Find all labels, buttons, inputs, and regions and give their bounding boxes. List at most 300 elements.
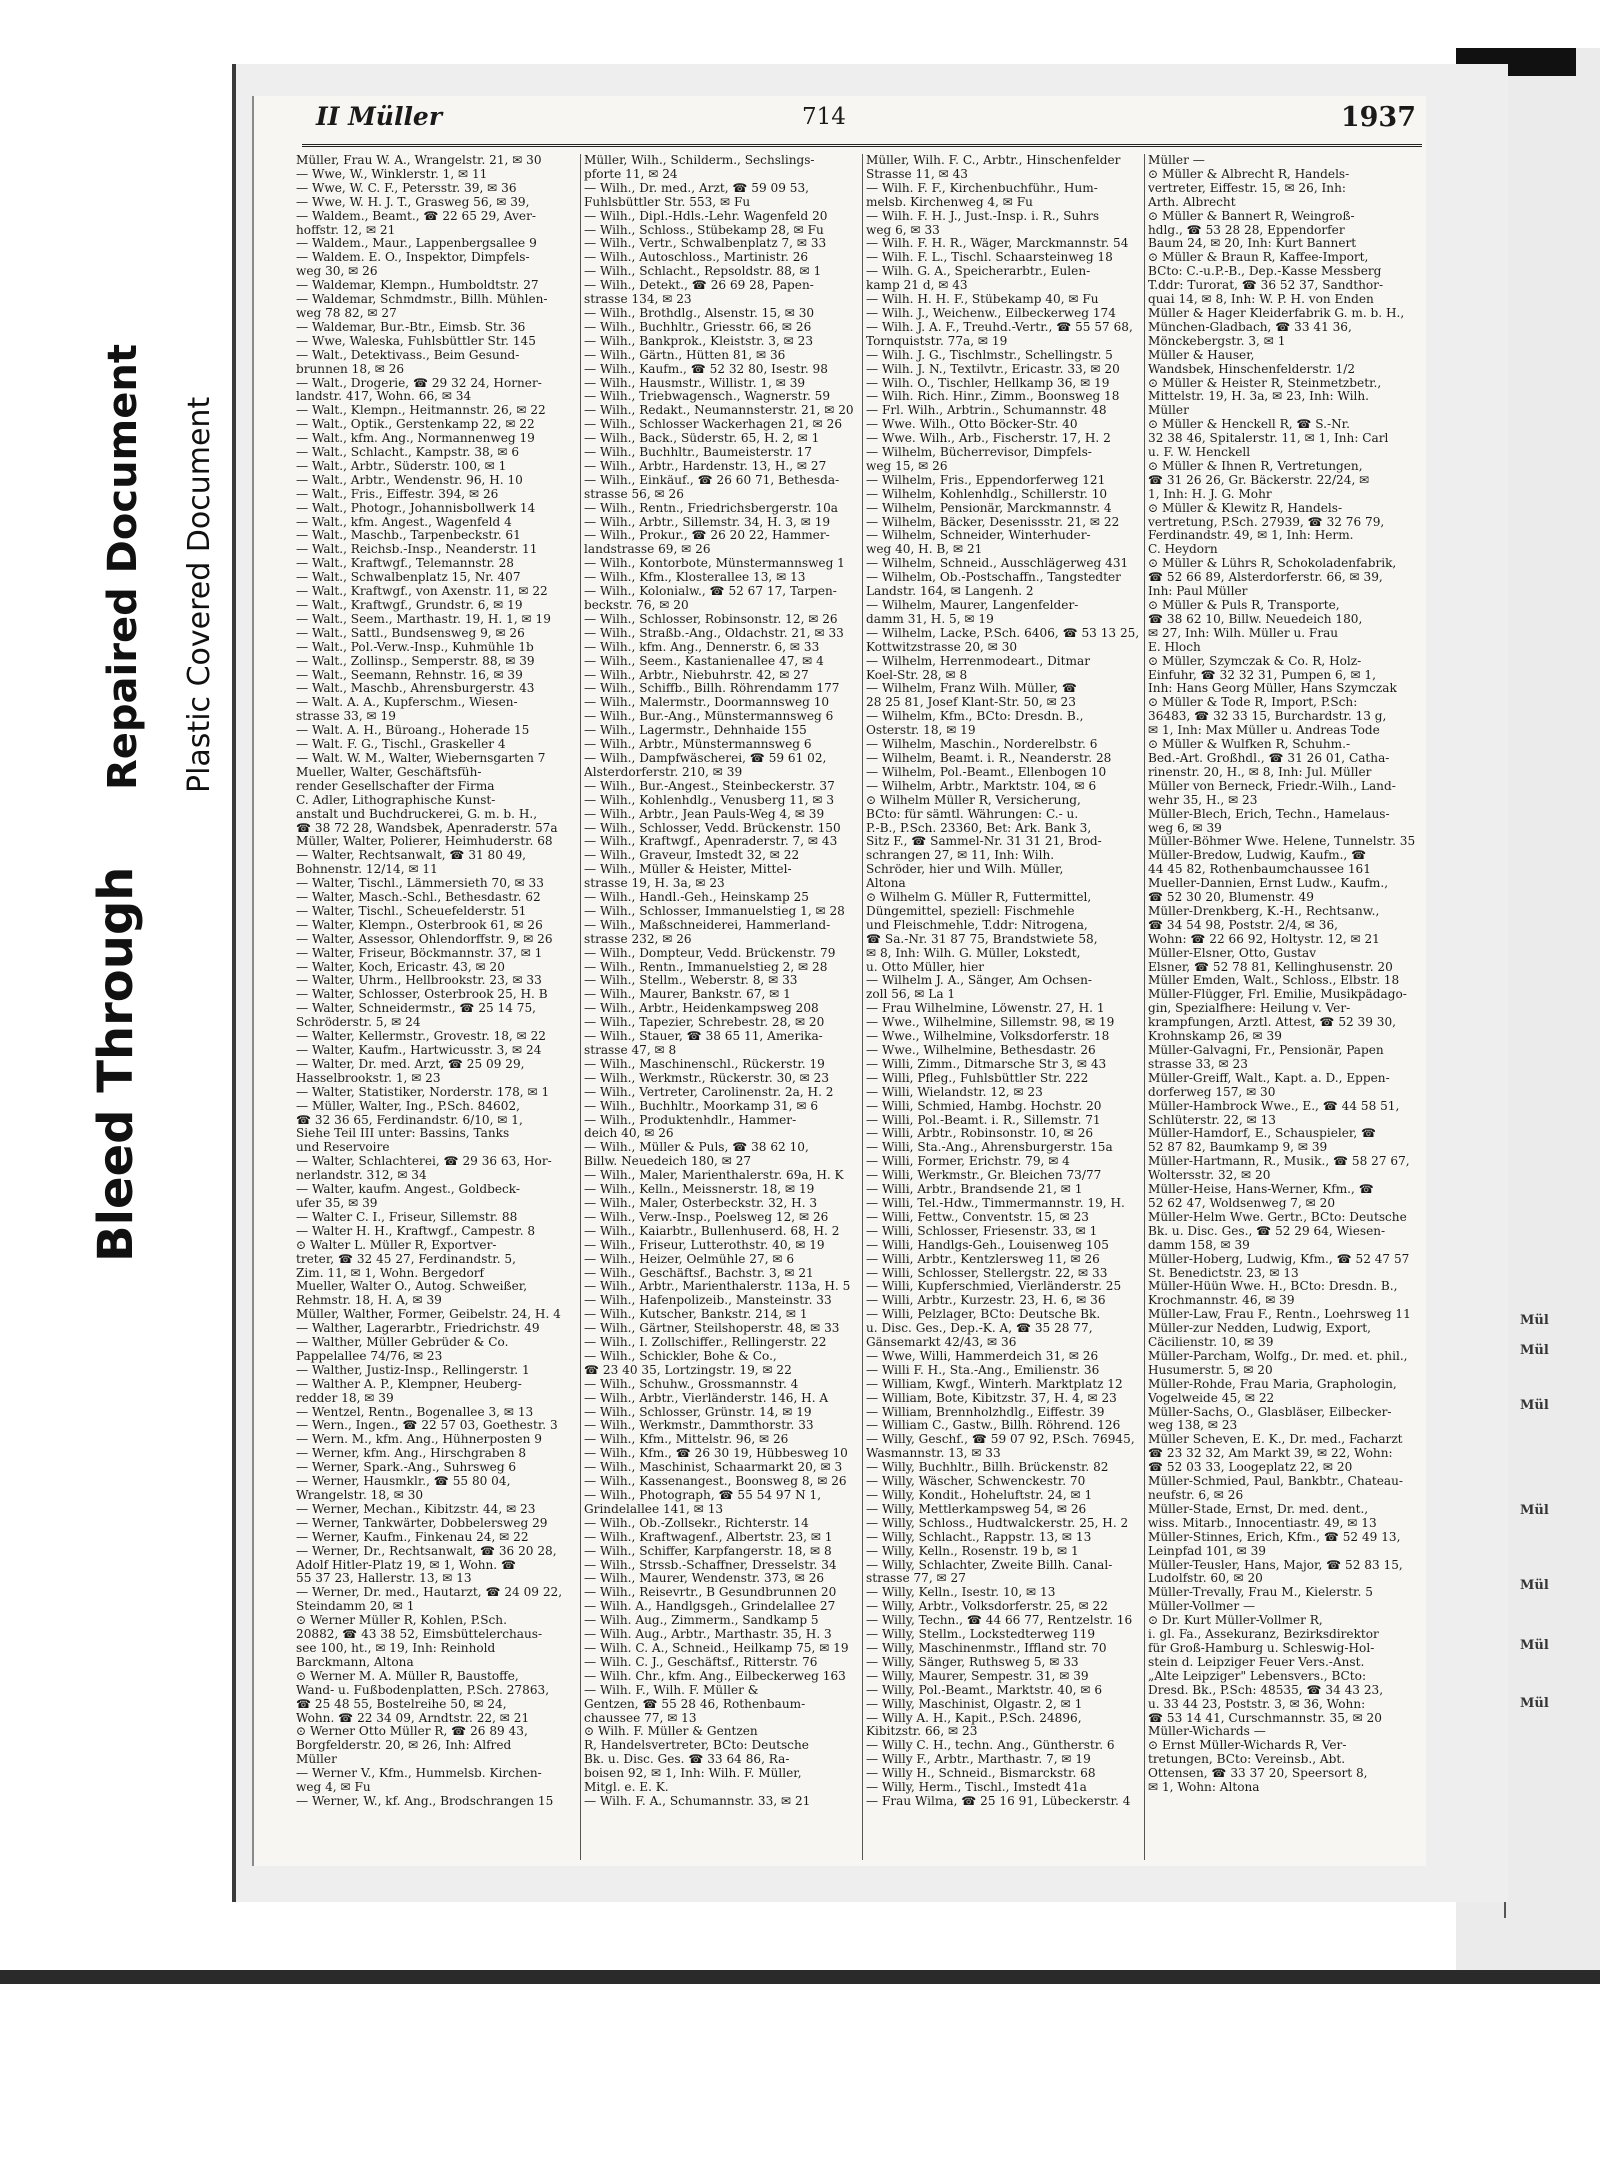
directory-entry-line: Müller-Galvagni, Fr., Pensionär, Papen [1148,1044,1384,1057]
directory-entry-line: BCto: C.-u.P.-B., Dep.-Kasse Messberg [1148,265,1382,279]
directory-entry-line: — Willy H., Schneid., Bismarckstr. 68 [866,1767,1096,1781]
directory-entry-line: — Wilhelm, Kohlenhdlg., Schillerstr. 10 [866,487,1108,501]
directory-entry-line: — Walt., kfm. Ang., Normannenweg 19 [296,432,535,446]
directory-entry-line: — Wilh., Schiffer, Karpfangerstr. 18, ✉ 8 [584,1544,832,1558]
directory-entry-line: — Willy, Schloss., Hudtwalckerstr. 25, H. 2 [866,1516,1129,1530]
directory-entry-line: — Wilh., Stellm., Weberstr. 8, ✉ 33 [584,974,798,988]
directory-entry-line: ✉ 1, Wohn: Altona [1148,1781,1260,1795]
directory-entry-line: — Wilh., Schlosser, Vedd. Brückenstr. 150 [584,821,841,835]
directory-entry-line: Düngemittel, speziell: Fischmehle [866,904,1075,918]
directory-entry-line: — Wilh., Vertreter, Carolinenstr. 2a, H. 2 [584,1085,834,1099]
directory-entry-line: redder 18, ✉ 39 [296,1391,394,1405]
directory-entry-line: — Wilh., Schlosser, Robinsonstr. 12, ✉ 26 [584,612,838,626]
directory-page [252,96,1426,1866]
directory-entry-line: Adolf Hitler-Platz 19, ✉ 1, Wohn. ☎ [296,1558,517,1572]
directory-entry-line: ☎ 25 48 55, Bostelreihe 50, ✉ 24, [296,1697,507,1711]
directory-entry-line: ⊙ Müller & Heister R, Steinmetzbetr., [1148,376,1382,390]
directory-entry-line: — Wilh. F. H. J., Just.-Insp. i. R., Suhrs [866,209,1100,223]
directory-entry-line: weg 40, H. B, ✉ 21 [866,543,983,557]
directory-entry-line: Fuhlsbüttler Str. 553, ✉ Fu [584,195,751,209]
directory-entry-line: — Wilh. F. F., Kirchenbuchführ., Hum- [866,181,1098,195]
directory-entry-line: neufstr. 6, ✉ 26 [1148,1489,1244,1502]
directory-entry-line: 32 38 46, Spitalerstr. 11, ✉ 1, Inh: Carl [1148,432,1389,446]
directory-entry-line: — Walt., Fris., Eiffestr. 394, ✉ 26 [296,487,499,501]
directory-entry-line: — Walt., Maschb., Tarpenbeckstr. 61 [296,529,521,543]
directory-entry-line: — Wilh. C. J., Geschäftsf., Ritterstr. 76 [584,1655,818,1669]
directory-entry-line: — Wilh., Schlosser, Immanuelstieg 1, ✉ 28 [584,904,845,918]
directory-entry-line: ⊙ Müller & Wulfken R, Schuhm.- [1148,738,1351,752]
directory-entry-line: Osterstr. 18, ✉ 19 [866,724,976,738]
directory-entry-line: — Wilh., Werkmstr., Dammthorstr. 33 [584,1419,814,1433]
directory-entry-line: — Wilh. Chr., kfm. Ang., Eilbeckerweg 163 [584,1669,846,1683]
directory-entry-line: Müller-Heise, Hans-Werner, Kfm., ☎ [1148,1183,1374,1197]
side-label-repaired-document: Repaired Document [100,344,146,790]
directory-entry-line: pforte 11, ✉ 24 [584,167,678,181]
directory-entry-line: Müller-Stinnes, Erich, Kfm., ☎ 52 49 13, [1148,1530,1401,1544]
directory-entry-line: — Walt. A. A., Kupferschm., Wiesen- [296,696,518,710]
directory-entry-line: — Wilh., Lagermstr., Dehnhaide 155 [584,724,807,738]
directory-entry-line: — Wilh., Arbtr., Hardenstr. 13, H., ✉ 27 [584,459,827,473]
directory-entry-line: — Willy C. H., techn. Ang., Güntherstr. 6 [866,1739,1115,1753]
directory-column-2 [584,154,866,1860]
directory-entry-line: — Walter, Schlachterei, ☎ 29 36 63, Hor- [296,1155,552,1169]
directory-entry-line: — Wilh., Kontorbote, Münstermannsweg 1 [584,557,845,571]
directory-entry-line: Steindamm 20, ✉ 1 [296,1600,415,1614]
directory-entry-line: ⊙ Dr. Kurt Müller-Vollmer R, [1148,1614,1323,1628]
directory-entry-line: — Walt., Klempn., Heitmannstr. 26, ✉ 22 [296,404,546,418]
directory-entry-line: — Wilh. Aug., Arbtr., Marthastr. 35, H. 3 [584,1628,832,1642]
directory-entry-line: ⊙ Müller & Henckell R, ☎ S.-Nr. [1148,418,1350,432]
directory-entry-line: — Walt., Kraftwgf., Grundstr. 6, ✉ 19 [296,599,523,612]
directory-entry-line: ufer 35, ✉ 39 [296,1196,378,1210]
directory-entry-line: — Wilh., Heizer, Oelmühle 27, ✉ 6 [584,1252,795,1266]
directory-entry-line: — Wwe, Willi, Hammerdeich 31, ✉ 26 [866,1349,1099,1363]
directory-entry-line: Müller, Walter, Polierer, Heimhuderstr. 68 [296,835,553,849]
header-section-name: II Müller [316,102,443,131]
directory-entry-line: Strasse 11, ✉ 43 [866,167,968,181]
directory-entry-line: — Wilh., Verw.-Insp., Poelsweg 12, ✉ 26 [584,1210,829,1224]
directory-entry-line: — Wilh., Gärtn., Hütten 81, ✉ 36 [584,348,786,362]
directory-entry-line: wiss. Mitarb., Innocentiastr. 49, ✉ 13 [1148,1516,1377,1530]
directory-entry-line: — Werner, Dr. med., Hautarzt, ☎ 24 09 22, [296,1586,563,1600]
directory-entry-line: Mueller-Dannien, Ernst Ludw., Kaufm., [1148,877,1389,891]
directory-entry-line: Krochmannstr. 46, ✉ 39 [1148,1294,1295,1308]
directory-entry-line: strasse 33, ✉ 23 [1148,1057,1248,1071]
directory-entry-line: — Walter, Masch.-Schl., Bethesdastr. 62 [296,891,541,905]
directory-entry-line: — Wilh., Buchhltr., Baumeisterstr. 17 [584,446,812,460]
directory-entry-line: ☎ 23 32 32, Am Markt 39, ✉ 22, Wohn: [1148,1447,1393,1461]
directory-entry-line: — Wilh., Prokur., ☎ 26 20 22, Hammer- [584,529,830,543]
directory-entry-line: — Willy F., Arbtr., Marthastr. 7, ✉ 19 [866,1753,1091,1767]
directory-entry-line: — William, Kwgf., Winterh. Marktplatz 12 [866,1377,1123,1391]
directory-entry-line: Müller-Teusler, Hans, Major, ☎ 52 83 15, [1148,1558,1403,1572]
directory-entry-line: — Wilh., Produktenhdlr., Hammer- [584,1113,797,1127]
directory-entry-line: ⊙ Müller & Lührs R, Schokoladenfabrik, [1148,557,1397,571]
directory-entry-line: — Wilh. F. H. R., Wäger, Marckmannstr. 54 [866,237,1129,251]
directory-entry-line: — Willy, Stellm., Lockstedterweg 119 [866,1628,1096,1642]
directory-entry-line: — Werner, Spark.-Ang., Suhrsweg 6 [296,1461,517,1475]
directory-entry-line: — Wilhelm, Kfm., BCto: Dresdn. B., [866,710,1084,724]
directory-entry-line: — Willy, Maschinenmstr., Iffland str. 70 [866,1641,1107,1655]
directory-entry-line: Kibitzstr. 66, ✉ 23 [866,1725,978,1739]
directory-entry-line: — Willy, Kelln., Isestr. 10, ✉ 13 [866,1586,1056,1600]
directory-entry-line: Ferdinandstr. 49, ✉ 1, Inh: Herm. [1148,529,1354,543]
directory-entry-line: — Walter, Friseur, Böckmannstr. 37, ✉ 1 [296,946,543,960]
directory-entry-line: — Walt., Schwalbenplatz 15, Nr. 407 [296,571,521,585]
directory-entry-line: für Groß-Hamburg u. Schleswig-Hol- [1148,1641,1375,1655]
directory-entry-line: — Wilh., Redakt., Neumannsterstr. 21, ✉ 20 [584,404,854,418]
directory-entry-line: — Willi, Arbtr., Kentzlersweg 11, ✉ 26 [866,1252,1100,1266]
directory-entry-line: — Willy A. H., Kapit., P.Sch. 24896, [866,1711,1082,1725]
directory-entry-line: — Wilh. J. N., Textilvtr., Ericastr. 33, ✉ 20 [866,362,1120,376]
directory-entry-line: weg 15, ✉ 26 [866,459,948,473]
directory-entry-line: ✉ 1, Inh: Max Müller u. Andreas Tode [1148,724,1380,738]
directory-entry-line: 36483, ☎ 32 33 15, Burchardstr. 13 g, [1148,710,1387,724]
directory-entry-line: Bk. u. Disc. Ges. ☎ 33 64 86, Ra- [584,1753,790,1767]
directory-entry-line: weg 30, ✉ 26 [296,265,378,279]
directory-entry-line: Siehe Teil III unter: Bassins, Tanks [296,1127,510,1141]
directory-entry-line: — Wilh., Kraftwagenf., Albertstr. 23, ✉ 1 [584,1530,833,1544]
directory-entry-line: ☎ 52 03 33, Loogeplatz 22, ✉ 20 [1148,1461,1353,1475]
directory-entry-line: dorferweg 157, ✉ 30 [1148,1085,1276,1099]
adjacent-page-fragment: Mül [1520,1696,1549,1711]
directory-entry-line: — Willy, Maschinist, Olgastr. 2, ✉ 1 [866,1697,1083,1711]
directory-entry-line: — Wilh., Handl.-Geh., Heinskamp 25 [584,891,809,905]
directory-entry-line: — Wilh., Arbtr., Vierländerstr. 146, H. A [584,1391,829,1405]
directory-entry-line: — Walter, Schneidermstr., ☎ 25 14 75, [296,1002,537,1016]
directory-entry-line: Altona [866,877,906,891]
directory-entry-line: — Willy, Sänger, Ruthsweg 5, ✉ 33 [866,1655,1079,1669]
directory-entry-line: — Willy, Pol.-Beamt., Marktstr. 40, ✉ 6 [866,1683,1103,1697]
directory-entry-line: — Wilh., Maler, Osterbeckstr. 32, H. 3 [584,1196,818,1210]
directory-entry-line: Müller-Böhmer Wwe. Helene, Tunnelstr. 35 [1148,835,1416,849]
directory-entry-line: C. Heydorn [1148,543,1218,557]
directory-entry-line: Barckmann, Altona [296,1655,414,1669]
directory-entry-line: — Willi, Zimm., Ditmarsche Str 3, ✉ 43 [866,1057,1107,1071]
directory-entry-line: Müller-zur Nedden, Ludwig, Export, [1148,1322,1371,1336]
directory-entry-line: — Wilh., Hafenpolizeib., Mansteinstr. 33 [584,1294,832,1308]
directory-entry-line: — Walt., Seem., Marthastr. 19, H. 1, ✉ 19 [296,612,551,626]
directory-entry-line: Müller-Parcham, Wolfg., Dr. med. et. phil., [1148,1349,1408,1363]
directory-entry-line: weg 6, ✉ 39 [1148,821,1222,835]
directory-entry-line: strasse 47, ✉ 8 [584,1044,677,1057]
directory-entry-line: Tornquiststr. 77a, ✉ 19 [866,334,1008,348]
directory-entry-line: Inh: Paul Müller [1148,585,1248,599]
directory-entry-line: — Wwe, Waleska, Fuhlsbüttler Str. 145 [296,334,536,348]
column-divider [580,154,581,1860]
directory-entry-line: Müller-Flügger, Frl. Emilie, Musikpädago- [1148,988,1407,1002]
directory-entry-line: — Wilh., Müller & Heister, Mittel- [584,863,792,877]
directory-entry-line: — Frau Wilma, ☎ 25 16 91, Lübeckerstr. 4 [866,1794,1131,1808]
directory-entry-line: — Walter H. H., Kraftwgf., Campestr. 8 [296,1224,536,1238]
directory-entry-line: strasse 56, ✉ 26 [584,487,684,501]
directory-entry-line: — Willi, Arbtr., Robinsonstr. 10, ✉ 26 [866,1127,1094,1141]
directory-entry-line: Leinpfad 101, ✉ 39 [1148,1544,1266,1558]
directory-entry-line: landstr. 417, Wohn. 66, ✉ 34 [296,390,472,404]
directory-entry-line: Müller-Vollmer — [1148,1600,1256,1614]
directory-entry-line: — Wilh., Schlacht., Repsoldstr. 88, ✉ 1 [584,265,822,279]
directory-entry-line: Woltersstr. 32, ✉ 20 [1148,1169,1271,1183]
directory-entry-line: 20882, ☎ 43 38 52, Eimsbüttelerchaus- [296,1628,543,1642]
directory-entry-line: — Walter, Assessor, Ohlendorffstr. 9, ✉ 26 [296,932,553,946]
directory-entry-line: — Wilhelm, Fris., Eppendorferweg 121 [866,473,1106,487]
directory-entry-line: ☎ 38 72 28, Wandsbek, Apenraderstr. 57a [296,821,558,835]
directory-entry-line: — Wilh., Kohlenhdlg., Venusberg 11, ✉ 3 [584,793,835,807]
directory-entry-line: — Willi, Fettw., Conventstr. 15, ✉ 23 [866,1210,1089,1224]
directory-entry-line: — Wilh., Tapezier, Schrebestr. 28, ✉ 20 [584,1016,825,1030]
directory-entry-line: Müller-Sachs, O., Glasbläser, Eilbecker- [1148,1405,1392,1419]
directory-entry-line: — Wilh., Schiffb., Billh. Röhrendamm 177 [584,682,840,696]
directory-entry-line: — Wilh., Kfm., ☎ 26 30 19, Hübbesweg 10 [584,1447,848,1461]
directory-entry-line: Wrangelstr. 18, ✉ 30 [296,1489,424,1502]
directory-entry-line: „Alte Leipziger" Lebensvers., BCto: [1148,1669,1367,1683]
directory-entry-line: strasse 33, ✉ 19 [296,710,396,724]
directory-entry-line: — Willi, Tel.-Hdw., Timmermannstr. 19, H. [866,1196,1125,1210]
directory-entry-line: ⊙ Ernst Müller-Wichards R, Ver- [1148,1739,1347,1753]
directory-entry-line: Müller [1148,404,1189,418]
directory-entry-line: strasse 232, ✉ 26 [584,932,692,946]
directory-entry-line: — Wilh., Graveur, Imstedt 32, ✉ 22 [584,849,800,863]
directory-entry-line: ⊙ Walter L. Müller R, Exportver- [296,1238,497,1252]
directory-entry-line: beckstr. 76, ✉ 20 [584,599,689,612]
directory-entry-line: ☎ 32 36 65, Ferdinandstr. 6/10, ✉ 1, [296,1113,523,1127]
directory-entry-line: — Wilh., Kolonialw., ☎ 52 67 17, Tarpen- [584,585,837,599]
directory-entry-line: ⊙ Wilhelm Müller R, Versicherung, [866,793,1081,807]
directory-entry-line: Müller-Helm Wwe. Gertr., BCto: Deutsche [1148,1210,1407,1224]
directory-entry-line: — Wilh., Malermstr., Doormannsweg 10 [584,696,830,710]
directory-entry-line: — Walt., Maschb., Ahrensburgerstr. 43 [296,682,535,696]
directory-entry-line: — Werner, Hausmklr., ☎ 55 80 04, [296,1475,511,1489]
directory-entry-line: damm 31, H. 5, ✉ 19 [866,612,994,626]
directory-entry-line: ⊙ Werner Müller R, Kohlen, P.Sch. [296,1614,507,1628]
directory-entry-line: Zim. 11, ✉ 1, Wohn. Bergedorf [296,1266,485,1280]
directory-entry-line: Mueller, Walter, Geschäftsfüh- [296,765,482,779]
directory-entry-line: Müller-Elsner, Otto, Gustav [1148,946,1317,960]
directory-entry-line: Billw. Neuedeich 180, ✉ 27 [584,1155,752,1169]
column-divider [862,154,863,1860]
directory-entry-line: ⊙ Müller & Braun R, Kaffee-Import, [1148,251,1369,265]
directory-entry-line: — Willi, Sta.-Ang., Ahrensburgerstr. 15a [866,1141,1113,1155]
adjacent-page-fragment: Mül [1520,1343,1549,1358]
directory-entry-line: — Müller, Walter, Ing., P.Sch. 84602, [296,1099,520,1113]
directory-entry-line: — Wilh., Geschäftsf., Bachstr. 3, ✉ 21 [584,1266,814,1280]
directory-entry-line: — Werner, Kaufm., Finkenau 24, ✉ 22 [296,1530,529,1544]
directory-entry-line: — Werner V., Kfm., Hummelsb. Kirchen- [296,1767,542,1781]
directory-entry-line: hoffstr. 12, ✉ 21 [296,223,396,237]
directory-entry-line: Müller, Frau W. A., Wrangelstr. 21, ✉ 30 [296,154,542,167]
directory-entry-line: Krohnskamp 26, ✉ 39 [1148,1030,1282,1044]
directory-entry-line: rinenstr. 20, H., ✉ 8, Inh: Jul. Müller [1148,765,1372,779]
directory-entry-line: — Wilh., Dipl.-Hdls.-Lehr. Wagenfeld 20 [584,209,828,223]
directory-entry-line: — William, Bote, Kibitzstr. 37, H. 4, ✉ 23 [866,1391,1117,1405]
directory-entry-line: — Wilhelm, Herrenmodeart., Ditmar [866,654,1090,668]
directory-entry-line: kamp 21 d, ✉ 43 [866,279,968,293]
directory-entry-line: — Walt., Zollinsp., Semperstr. 88, ✉ 39 [296,654,535,668]
directory-entry-line: — Wilh., Detekt., ☎ 26 69 28, Papen- [584,279,814,293]
header-year: 1937 [1340,102,1416,133]
directory-entry-line: strasse 19, H. 3a, ✉ 23 [584,877,725,891]
side-label-bleed-through: Bleed Through [88,866,144,1262]
directory-entry-line: P.-B., P.Sch. 23360, Bet: Ark. Bank 3, [866,821,1092,835]
directory-entry-line: brunnen 18, ✉ 26 [296,362,405,376]
directory-entry-line: — Wwe, W. C. F., Petersstr. 39, ✉ 36 [296,181,517,195]
directory-entry-line: — Willy, Buchhltr., Billh. Brückenstr. 82 [866,1461,1109,1475]
directory-entry-line: — Wilh., Maschinist, Schaarmarkt 20, ✉ 3 [584,1461,843,1475]
directory-entry-line: — Wilhelm, Lacke, P.Sch. 6406, ☎ 53 13 25, [866,626,1140,640]
directory-entry-line: — Walter, kaufm. Angest., Goldbeck- [296,1183,520,1197]
directory-entry-line: — Willi, Schlosser, Stellergstr. 22, ✉ 33 [866,1266,1108,1280]
directory-entry-line: — Wilh., Reisevrtr., B Gesundbrunnen 20 [584,1586,837,1600]
directory-entry-line: Schröderstr. 5, ✉ 24 [296,1016,421,1030]
directory-entry-line: nerlandstr. 312, ✉ 34 [296,1169,427,1183]
directory-entry-line: — Walther, Müller Gebrüder & Co. [296,1336,509,1350]
directory-entry-line: Wohn. ☎ 22 34 09, Arndtstr. 22, ✉ 21 [296,1711,530,1725]
directory-entry-line: — Wilh., Schuhw., Grossmannstr. 4 [584,1377,799,1391]
directory-entry-line: — Walt. W. M., Walter, Wiebernsgarten 7 [296,751,546,765]
directory-entry-line: treter, ☎ 32 45 27, Ferdinandstr. 5, [296,1252,516,1266]
directory-entry-line: — Wilh., Kaufm., ☎ 52 32 80, Isestr. 98 [584,362,828,376]
directory-entry-line: — Walt., Kraftwgf., von Axenstr. 11, ✉ 22 [296,585,548,599]
directory-entry-line: u. Disc. Ges., Dep.-K. A, ☎ 35 28 77, [866,1322,1093,1336]
directory-entry-line: tretungen, BCto: Vereinsb., Abt. [1148,1753,1346,1767]
directory-entry-line: — Waldem. E. O., Inspektor, Dimpfels- [296,251,530,265]
directory-entry-line: — Wilh., Seem., Kastanienallee 47, ✉ 4 [584,654,824,668]
directory-entry-line: Müller & Hauser, [1148,348,1255,362]
directory-entry-line: — Waldem., Beamt., ☎ 22 65 29, Aver- [296,209,536,223]
directory-entry-line: — Wilh. F., Wilh. F. Müller & [584,1683,759,1697]
directory-entry-line: — Walt., kfm. Angest., Wagenfeld 4 [296,515,512,529]
directory-entry-line: Mueller, Walter O., Autog. Schweißer, [296,1280,528,1294]
directory-entry-line: — Wilh., Rentn., Friedrichsbergerstr. 10a [584,501,838,515]
directory-entry-line: — Walther A. P., Klempner, Heuberg- [296,1377,522,1391]
directory-entry-line: — Wilh. F. L., Tischl. Schaarsteinweg 18 [866,251,1113,265]
directory-entry-line: — Wilh. C. A., Schneid., Heilkamp 75, ✉ 19 [584,1641,849,1655]
directory-entry-line: ⊙ Müller & Ihnen R, Vertretungen, [1148,459,1363,473]
directory-entry-line: — Wilh., I. Zollschiffer., Rellingerstr. 22 [584,1336,827,1350]
directory-entry-line: Müller-Blech, Erich, Techn., Hamelaus- [1148,807,1390,821]
directory-entry-line: C. Adler, Lithographische Kunst- [296,793,496,807]
directory-entry-line: strasse 134, ✉ 23 [584,293,692,307]
directory-entry-line: — Wwe, W., Winklerstr. 1, ✉ 11 [296,167,488,181]
directory-entry-line: Hasselbrookstr. 1, ✉ 23 [296,1071,441,1085]
directory-entry-line: — Wilh., Arbtr., Sillemstr. 34, H. 3, ✉ 19 [584,515,831,529]
directory-entry-line: ⊙ Müller & Albrecht R, Handels- [1148,167,1350,181]
directory-entry-line: vertreter, Eiffestr. 15, ✉ 26, Inh: [1148,181,1346,195]
directory-entry-line: Müller-Schmied, Paul, Bankbtr., Chateau- [1148,1475,1404,1489]
directory-entry-line: — Walter, Rechtsanwalt, ☎ 31 80 49, [296,849,527,863]
directory-entry-line: — Wilh. G. A., Speicherarbtr., Eulen- [866,265,1091,279]
directory-entry-line: melsb. Kirchenweg 4, ✉ Fu [866,195,1033,209]
directory-entry-line: — Werner, Dr., Rechtsanwalt, ☎ 36 20 28, [296,1544,557,1558]
directory-entry-line: Wand- u. Fußbodenplatten, P.Sch. 27863, [296,1683,550,1697]
directory-entry-line: 55 37 23, Hallerstr. 13, ✉ 13 [296,1572,472,1586]
directory-entry-line: krampfungen, Ärztl. Attest, ☎ 52 39 30, [1148,1016,1397,1030]
directory-entry-line: — Wwe, W. H. J. T., Grasweg 56, ✉ 39, [296,195,530,209]
directory-entry-line: — Walter, Kellermstr., Grovestr. 18, ✉ 22 [296,1030,546,1044]
directory-entry-line: — Wilh. Aug., Zimmerm., Sandkamp 5 [584,1614,819,1628]
directory-entry-line: — Wilh. O., Tischler, Hellkamp 36, ✉ 19 [866,376,1110,390]
directory-entry-line: i. gl. Fa., Assekuranz, Bezirksdirektor [1148,1628,1379,1642]
directory-entry-line: — Wilh., Arbtr., Heidenkampsweg 208 [584,1002,819,1016]
directory-entry-line: Kottwitzstrasse 20, ✉ 30 [866,640,1018,654]
directory-entry-line: Schröder, hier und Wilh. Müller, [866,863,1064,877]
directory-entry-line: — Wern. M., kfm. Ang., Hühnerposten 9 [296,1433,542,1447]
directory-entry-line: ⊙ Müller & Puls R, Transporte, [1148,599,1340,612]
directory-entry-line: — Willi, Arbtr., Kurzestr. 23, H. 6, ✉ 36 [866,1294,1106,1308]
directory-entry-line: ✉ 27, Inh: Wilh. Müller u. Frau [1148,626,1339,640]
directory-entry-line: — Waldemar, Klempn., Humboldtstr. 27 [296,279,539,293]
directory-entry-line: — Wilh., Strssb.-Schaffner, Dresselstr. 34 [584,1558,837,1572]
directory-entry-line: Alsterdorferstr. 210, ✉ 39 [584,765,743,779]
directory-entry-line: Rehmstr. 18, H. A, ✉ 39 [296,1294,442,1308]
directory-entry-line: ✉ 8, Inh: Wilh. G. Müller, Lokstedt, [866,946,1081,960]
directory-entry-line: Müller Scheven, E. K., Dr. med., Facharzt [1148,1433,1403,1447]
directory-entry-line: Müller-Rohde, Frau Maria, Graphologin, [1148,1377,1397,1391]
directory-entry-line: — Wilh., Straßb.-Ang., Oldachstr. 21, ✉ 33 [584,626,844,640]
directory-entry-line: — Wilhelm, Bücherrevisor, Dimpfels- [866,446,1092,460]
directory-entry-line: Husumerstr. 5, ✉ 20 [1148,1363,1273,1377]
directory-entry-line: Ludolfstr. 60, ✉ 20 [1148,1572,1263,1586]
directory-entry-line: Gentzen, ☎ 55 28 46, Rothenbaum- [584,1697,806,1711]
directory-entry-line: — Wilhelm, Pensionär, Marckmannstr. 4 [866,501,1112,515]
directory-entry-line: — Willy, Maurer, Sempestr. 31, ✉ 39 [866,1669,1089,1683]
directory-entry-line: zoll 56, ✉ La 1 [866,988,956,1002]
directory-entry-line: und Reservoire [296,1141,390,1155]
directory-entry-line: Bed.-Art. Großhdl., ☎ 31 26 01, Catha- [1148,751,1390,765]
directory-entry-line: und Fleischmehle, T.ddr: Nitrogena, [866,918,1088,932]
directory-entry-line: — Wentzel, Rentn., Bogenallee 3, ✉ 13 [296,1405,534,1419]
directory-entry-line: — Werner, Mechan., Kibitzstr. 44, ✉ 23 [296,1502,536,1516]
directory-entry-line: — Walther, Lagerarbtr., Friedrichstr. 49 [296,1322,540,1336]
directory-entry-line: 1, Inh: H. J. G. Mohr [1148,487,1272,501]
directory-column-3 [866,154,1148,1860]
directory-entry-line: — Willi, Handlgs-Geh., Louisenweg 105 [866,1238,1109,1252]
directory-entry-line: Koel-Str. 28, ✉ 8 [866,668,968,682]
scan-top-margin [0,0,1600,48]
directory-entry-line: — Walt., Pol.-Verw.-Insp., Kuhmühle 1b [296,640,534,654]
directory-entry-line: — Wilh., Dr. med., Arzt, ☎ 59 09 53, [584,181,809,195]
directory-entry-line: ☎ 38 62 10, Billw. Neuedeich 180, [1148,612,1363,626]
directory-entry-line: Landstr. 164, ✉ Langenh. 2 [866,585,1034,599]
directory-entry-line: — Wilh., kfm. Ang., Dennerstr. 6, ✉ 33 [584,640,820,654]
directory-entry-line: — Walt., Kraftwgf., Telemannstr. 28 [296,557,514,571]
directory-entry-line: 52 62 47, Woldsenweg 7, ✉ 20 [1148,1196,1336,1210]
directory-entry-line: — Wilh. H. H. F., Stübekamp 40, ✉ Fu [866,293,1099,307]
directory-entry-line: Müller-Stade, Ernst, Dr. med. dent., [1148,1502,1369,1516]
directory-entry-line: — Wilh. J. A. F., Treuhd.-Vertr., ☎ 55 57 68, [866,320,1133,334]
directory-entry-line: Müller-Hambrock Wwe., E., ☎ 44 58 51, [1148,1099,1400,1113]
column-divider [1144,154,1145,1860]
directory-entry-line: — Willy, Wäscher, Schwenckestr. 70 [866,1475,1086,1489]
directory-entry-line: stein d. Leipziger Feuer Vers.-Anst. [1148,1655,1365,1669]
directory-entry-line: — Walt., Optik., Gerstenkamp 22, ✉ 22 [296,418,535,432]
directory-entry-line: — Wilh., Back., Süderstr. 65, H. 2, ✉ 1 [584,432,820,446]
directory-entry-line: — Walt., Detektivass., Beim Gesund- [296,348,520,362]
directory-column-4 [1148,154,1430,1860]
directory-entry-line: Wohn: ☎ 22 66 92, Holtystr. 12, ✉ 21 [1148,932,1380,946]
directory-entry-line: — Wilh., Schlosser, Grünstr. 14, ✉ 19 [584,1405,812,1419]
directory-entry-line: — Wilh., Kassenangest., Boonsweg 8, ✉ 26 [584,1475,847,1489]
directory-entry-line: Grindelallee 141, ✉ 13 [584,1502,724,1516]
directory-entry-line: Elsner, ☎ 52 78 81, Kellinghusenstr. 20 [1148,960,1393,974]
directory-entry-line: — Wilh., Stauer, ☎ 38 65 11, Amerika- [584,1030,823,1044]
directory-entry-line: — Willy, Schlacht., Rappstr. 13, ✉ 13 [866,1530,1092,1544]
directory-entry-line: — Wilh., Maßschneiderei, Hammerland- [584,918,831,932]
directory-entry-line: — Wilhelm, Franz Wilh. Müller, ☎ [866,682,1077,696]
directory-entry-line: — Walt., Reichsb.-Insp., Neanderstr. 11 [296,543,538,557]
directory-entry-line: — Wilh., Rentn., Immanuelstieg 2, ✉ 28 [584,960,828,974]
directory-entry-line: — Wwe., Wilhelmine, Sillemstr. 98, ✉ 19 [866,1016,1115,1030]
